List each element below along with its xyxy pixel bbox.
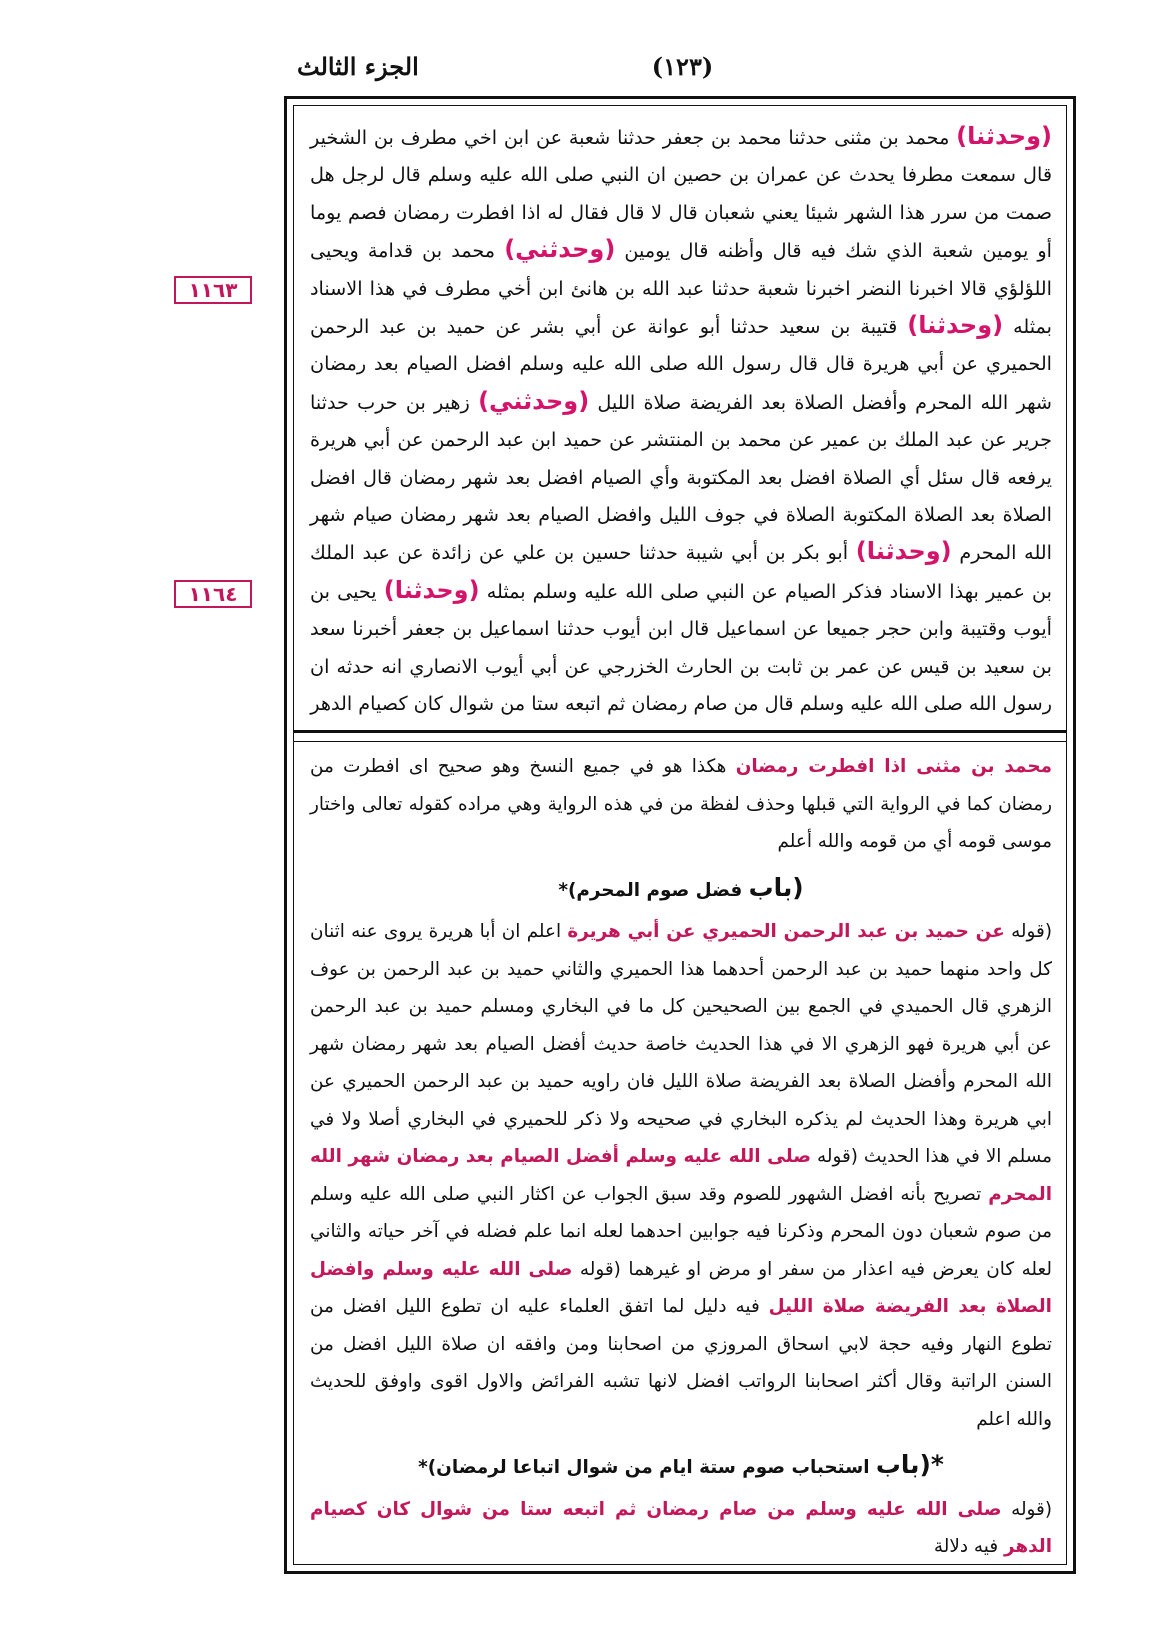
hadith-text: زهير بن حرب حدثنا جرير عن عبد الملك بن عمير عن محمد بن المنتشر عن حميد ابن عبد الرحمن عن أبي هريرة يرفعه قال سئل أي الصلاة افضل بعد المكتوبة وأي الصيام افضل بعد شهر رمضان قال افضل الصلاة بعد الصلاة المكتوبة الصلاة في جوف الليل وافضل الصيام بعد شهر رمضان صيام شهر الله المحرم <box>310 390 1052 565</box>
commentary-text: فيه دليل لما اتفق العلماء عليه ان تطوع الليل افضل من تطوع النهار وفيه حجة لابي اسحاق المروزي من اصحابنا ومن وافقه ان صلاة الليل افضل من السنن الراتبة وقال أكثر اصحابنا الرواتب افضل لانها تشبه الفرائض والاول اقوى واوفق للحديث والله اعلم <box>310 1296 1052 1430</box>
section-divider <box>294 730 1066 742</box>
hadith-number-marker: ١١٦٤ <box>174 580 252 608</box>
page-number: (١٢٣) <box>651 52 714 81</box>
commentary-highlight: صلى الله عليه وسلم من صام رمضان ثم اتبعه ستا من شوال كان كصيام الدهر <box>310 1498 1052 1557</box>
commentary-text: هكذا هو في جميع النسخ وهو صحيح اى افطرت من رمضان كما في الرواية التي قبلها وحذف لفظة من في هذه الرواية وهي مراده كقوله تعالى واختار موسى قومه أي من قومه والله أعلم <box>310 756 1052 852</box>
commentary-highlight: عن حميد بن عبد الرحمن الحميري عن أبي هريرة <box>567 921 1005 942</box>
hadith-text: قتيبة بن سعيد حدثنا أبو عوانة عن أبي بشر عن حميد بن عبد الرحمن الحميري عن أبي هريرة قال قال رسول الله صلى الله عليه وسلم افضل الصيام بعد رمضان شهر الله المحرم وأفضل الصلاة بعد الفريضة صلاة الليل <box>310 315 1052 414</box>
narration-keyword: (وحدثنا) <box>907 311 1004 340</box>
chapter-bab: (باب <box>748 872 804 902</box>
page-frame <box>284 96 1076 1574</box>
narration-keyword: (وحدثنا) <box>855 537 952 566</box>
hadith-text: أبو بكر بن أبي شيبة حدثنا حسين بن علي عن زائدة عن عبد الملك بن عمير بهذا الاسناد فذكر الصيام عن النبي صلى الله عليه وسلم بمثله <box>310 541 1052 603</box>
commentary-highlight: صلى الله عليه وسلم أفضل الصيام بعد رمضان شهر الله المحرم <box>310 1146 1052 1205</box>
hadith-text: يحيى بن أيوب وقتيبة وابن حجر جميعا عن اسماعيل قال ابن أيوب حدثنا اسماعيل بن جعفر أخبرنا سعد بن سعيد بن قيس عن عمر بن ثابت بن الحارث الخزرجي عن أبي أيوب الانصاري انه حدثه ان رسول الله صلى الله عليه وسلم قال من صام رمضان ثم اتبعه ستا من شوال كان كصيام الدهر <box>310 579 1052 716</box>
chapter-heading <box>310 869 1052 910</box>
hadith-number-marker: ١١٦٣ <box>174 276 252 304</box>
narration-keyword: (وحدثنا) <box>956 122 1052 150</box>
hadith-text: محمد بن قدامة ويحيى اللؤلؤي قالا اخبرنا النضر اخبرنا شعبة حدثنا عبد الله بن هانئ ابن أخي مطرف في هذا الاسناد بمثله <box>310 239 1052 339</box>
narration-keyword: (وحدثنا) <box>383 575 480 604</box>
commentary-text: تصريح بأنه افضل الشهور للصوم وقد سبق الجواب عن اكثار النبي صلى الله عليه وسلم من صوم شعبان دون المحرم وذكرنا فيه جوابين احدهما لعله انما علم فضله في آخر حياته والثاني لعله كان يعرض فيه اعذار من سفر او مرض او غيرهما (قوله <box>310 1183 1052 1280</box>
chapter-title: استحباب صوم ستة ايام من شوال اتباعا لرمضان)* <box>418 1457 876 1478</box>
commentary-text: (قوله <box>1001 1498 1053 1520</box>
hadith-text-block <box>310 118 1052 722</box>
commentary-block <box>310 748 1052 1566</box>
chapter-bab: *(باب <box>875 1450 944 1479</box>
page-header <box>285 52 1080 94</box>
commentary-highlight: محمد بن مثنى اذا افطرت رمضان <box>735 756 1052 777</box>
chapter-heading <box>310 1446 1052 1487</box>
commentary-text: اعلم ان أبا هريرة يروى عنه اثنان كل واحد منهما حميد بن عبد الرحمن أحدهما هذا الحميري والثاني حميد بن عبد الرحمن بن عوف الزهري قال الحميدي في الجمع بين الصحيحين كل ما في البخاري ومسلم حميد بن عبد الرحمن عن أبي هريرة فهو الزهري الا في هذا الحديث خاصة حديث أفضل الصيام بعد شهر رمضان شهر الله المحرم وأفضل الصلاة بعد الفريضة صلاة الليل فان راويه حميد بن عبد الرحمن الحميري عن ابي هريرة وهذا الحديث لم يذكره البخاري في صحيحه ولا ذكر للحميري في البخاري أصلا ولا في مسلم الا في هذا الحديث (قوله <box>310 921 1052 1167</box>
commentary-text: (قوله <box>1004 921 1052 942</box>
commentary-highlight: صلى الله عليه وسلم وافضل الصلاة بعد الفريضة صلاة الليل <box>310 1258 1052 1317</box>
commentary-text: فيه دلالة <box>933 1536 1004 1557</box>
narration-keyword: (وحدثني) <box>478 386 590 415</box>
part-title: الجزء الثالث <box>297 52 419 81</box>
hadith-text: محمد بن مثنى حدثنا محمد بن جعفر حدثنا شعبة عن ابن اخي مطرف بن الشخير قال سمعت مطرفا يحدث عن عمران بن حصين ان النبي صلى الله عليه وسلم قال لرجل هل صمت من سرر هذا الشهر شيئا يعني شعبان قال لا قال فقال له اذا افطرت رمضان فصم يوما أو يومين شعبة الذي شك فيه قال وأظنه قال يومين <box>310 126 1052 263</box>
narration-keyword: (وحدثني) <box>504 235 616 264</box>
chapter-title: فضل صوم المحرم)* <box>558 879 749 901</box>
page-frame-inner <box>293 105 1067 1565</box>
